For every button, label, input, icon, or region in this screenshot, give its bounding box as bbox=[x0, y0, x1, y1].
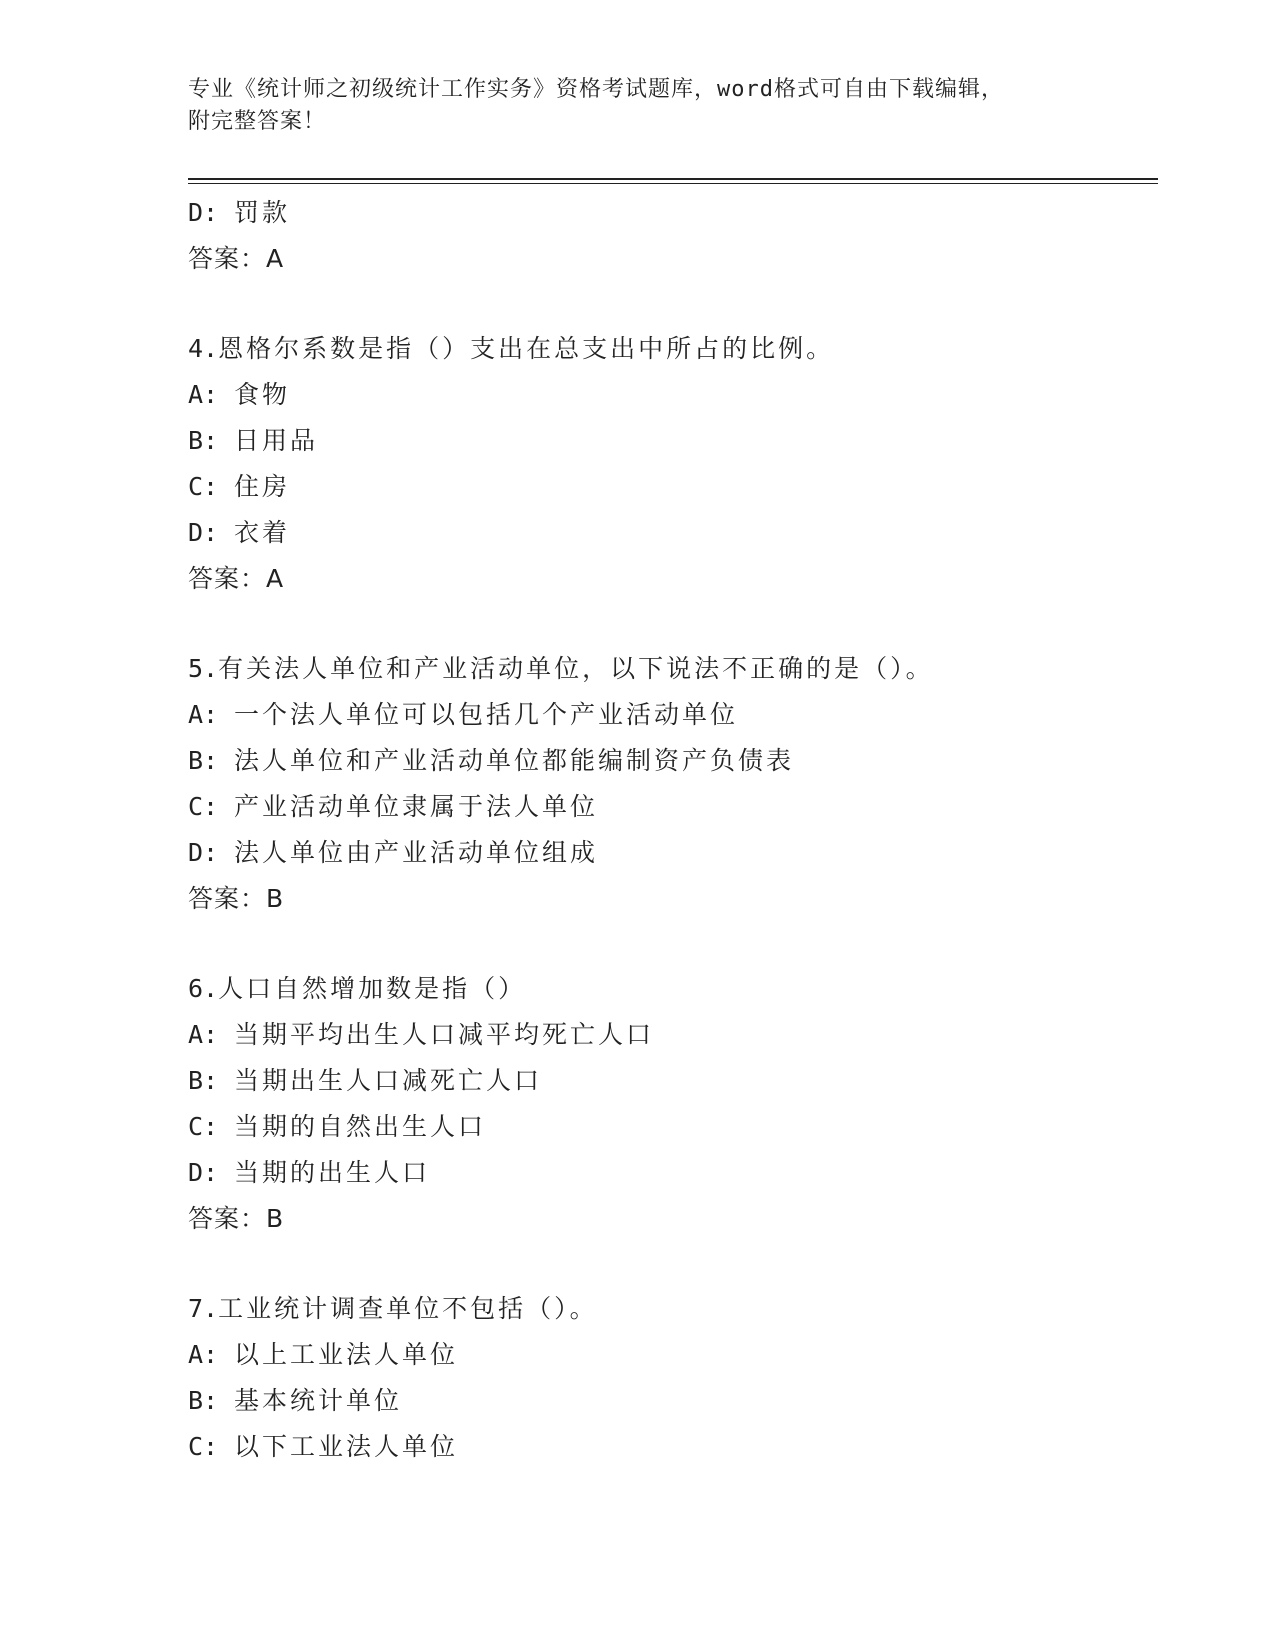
option-text: 衣着 bbox=[234, 518, 291, 547]
option-label: D: bbox=[188, 1158, 219, 1187]
option-text: 一个法人单位可以包括几个产业活动单位 bbox=[234, 700, 739, 729]
option-label: B: bbox=[188, 426, 219, 455]
question-number: 7. bbox=[188, 1294, 219, 1323]
spacer bbox=[188, 282, 1148, 326]
option-d bbox=[188, 510, 1148, 556]
option-text: 产业活动单位隶属于法人单位 bbox=[234, 792, 599, 821]
question-stem bbox=[188, 326, 1148, 372]
document-header bbox=[188, 74, 1088, 138]
option-text: 以下工业法人单位 bbox=[234, 1432, 459, 1461]
option-label: B: bbox=[188, 1386, 219, 1415]
question-stem bbox=[188, 966, 1148, 1012]
spacer bbox=[188, 922, 1148, 966]
header-line-1: 专业《统计师之初级统计工作实务》资格考试题库，word格式可自由下载编辑， bbox=[188, 77, 1004, 102]
option-a bbox=[188, 1012, 1148, 1058]
option-b bbox=[188, 1378, 1148, 1424]
question-list bbox=[188, 190, 1148, 1470]
option-d bbox=[188, 190, 1148, 236]
option-c bbox=[188, 1104, 1148, 1150]
option-label: C: bbox=[188, 1432, 219, 1461]
option-b bbox=[188, 418, 1148, 464]
option-d bbox=[188, 1150, 1148, 1196]
question-text: 有关法人单位和产业活动单位，以下说法不正确的是（）。 bbox=[218, 654, 934, 683]
option-b bbox=[188, 738, 1148, 784]
header-line-2: 附完整答案！ bbox=[188, 109, 327, 134]
option-c bbox=[188, 1424, 1148, 1470]
option-label: D: bbox=[188, 838, 219, 867]
spacer bbox=[188, 1242, 1148, 1286]
answer-line: 答案：B bbox=[188, 884, 285, 913]
answer-line: 答案：A bbox=[188, 564, 285, 593]
option-text: 基本统计单位 bbox=[234, 1386, 403, 1415]
question-number: 4. bbox=[188, 334, 219, 363]
option-label: D: bbox=[188, 198, 219, 227]
question-number: 6. bbox=[188, 974, 219, 1003]
option-label: C: bbox=[188, 792, 219, 821]
header-divider-thin bbox=[188, 183, 1158, 184]
spacer bbox=[188, 602, 1148, 646]
option-label: C: bbox=[188, 1112, 219, 1141]
option-text: 日用品 bbox=[234, 426, 319, 455]
option-label: D: bbox=[188, 518, 219, 547]
answer-line: 答案：A bbox=[188, 244, 285, 273]
option-a bbox=[188, 692, 1148, 738]
option-text: 法人单位由产业活动单位组成 bbox=[234, 838, 599, 867]
option-label: B: bbox=[188, 1066, 219, 1095]
answer-line: 答案：B bbox=[188, 1204, 285, 1233]
option-a bbox=[188, 372, 1148, 418]
option-label: B: bbox=[188, 746, 219, 775]
option-a bbox=[188, 1332, 1148, 1378]
option-label: A: bbox=[188, 700, 219, 729]
question-text: 恩格尔系数是指（）支出在总支出中所占的比例。 bbox=[218, 334, 835, 363]
question-stem bbox=[188, 1286, 1148, 1332]
option-text: 当期的自然出生人口 bbox=[234, 1112, 487, 1141]
option-b bbox=[188, 1058, 1148, 1104]
question-number: 5. bbox=[188, 654, 219, 683]
header-divider-thick bbox=[188, 178, 1158, 180]
option-text: 食物 bbox=[234, 380, 291, 409]
question-text: 人口自然增加数是指（） bbox=[218, 974, 527, 1003]
option-text: 当期平均出生人口减平均死亡人口 bbox=[234, 1020, 655, 1049]
option-d bbox=[188, 830, 1148, 876]
option-text: 当期的出生人口 bbox=[234, 1158, 431, 1187]
option-c bbox=[188, 464, 1148, 510]
question-text: 工业统计调查单位不包括（）。 bbox=[218, 1294, 598, 1323]
option-text: 住房 bbox=[234, 472, 291, 501]
option-label: C: bbox=[188, 472, 219, 501]
question-stem bbox=[188, 646, 1148, 692]
option-text: 当期出生人口减死亡人口 bbox=[234, 1066, 543, 1095]
option-c bbox=[188, 784, 1148, 830]
option-label: A: bbox=[188, 1340, 219, 1369]
option-label: A: bbox=[188, 380, 219, 409]
option-text: 罚款 bbox=[234, 198, 291, 227]
option-text: 以上工业法人单位 bbox=[234, 1340, 459, 1369]
option-text: 法人单位和产业活动单位都能编制资产负债表 bbox=[234, 746, 795, 775]
option-label: A: bbox=[188, 1020, 219, 1049]
